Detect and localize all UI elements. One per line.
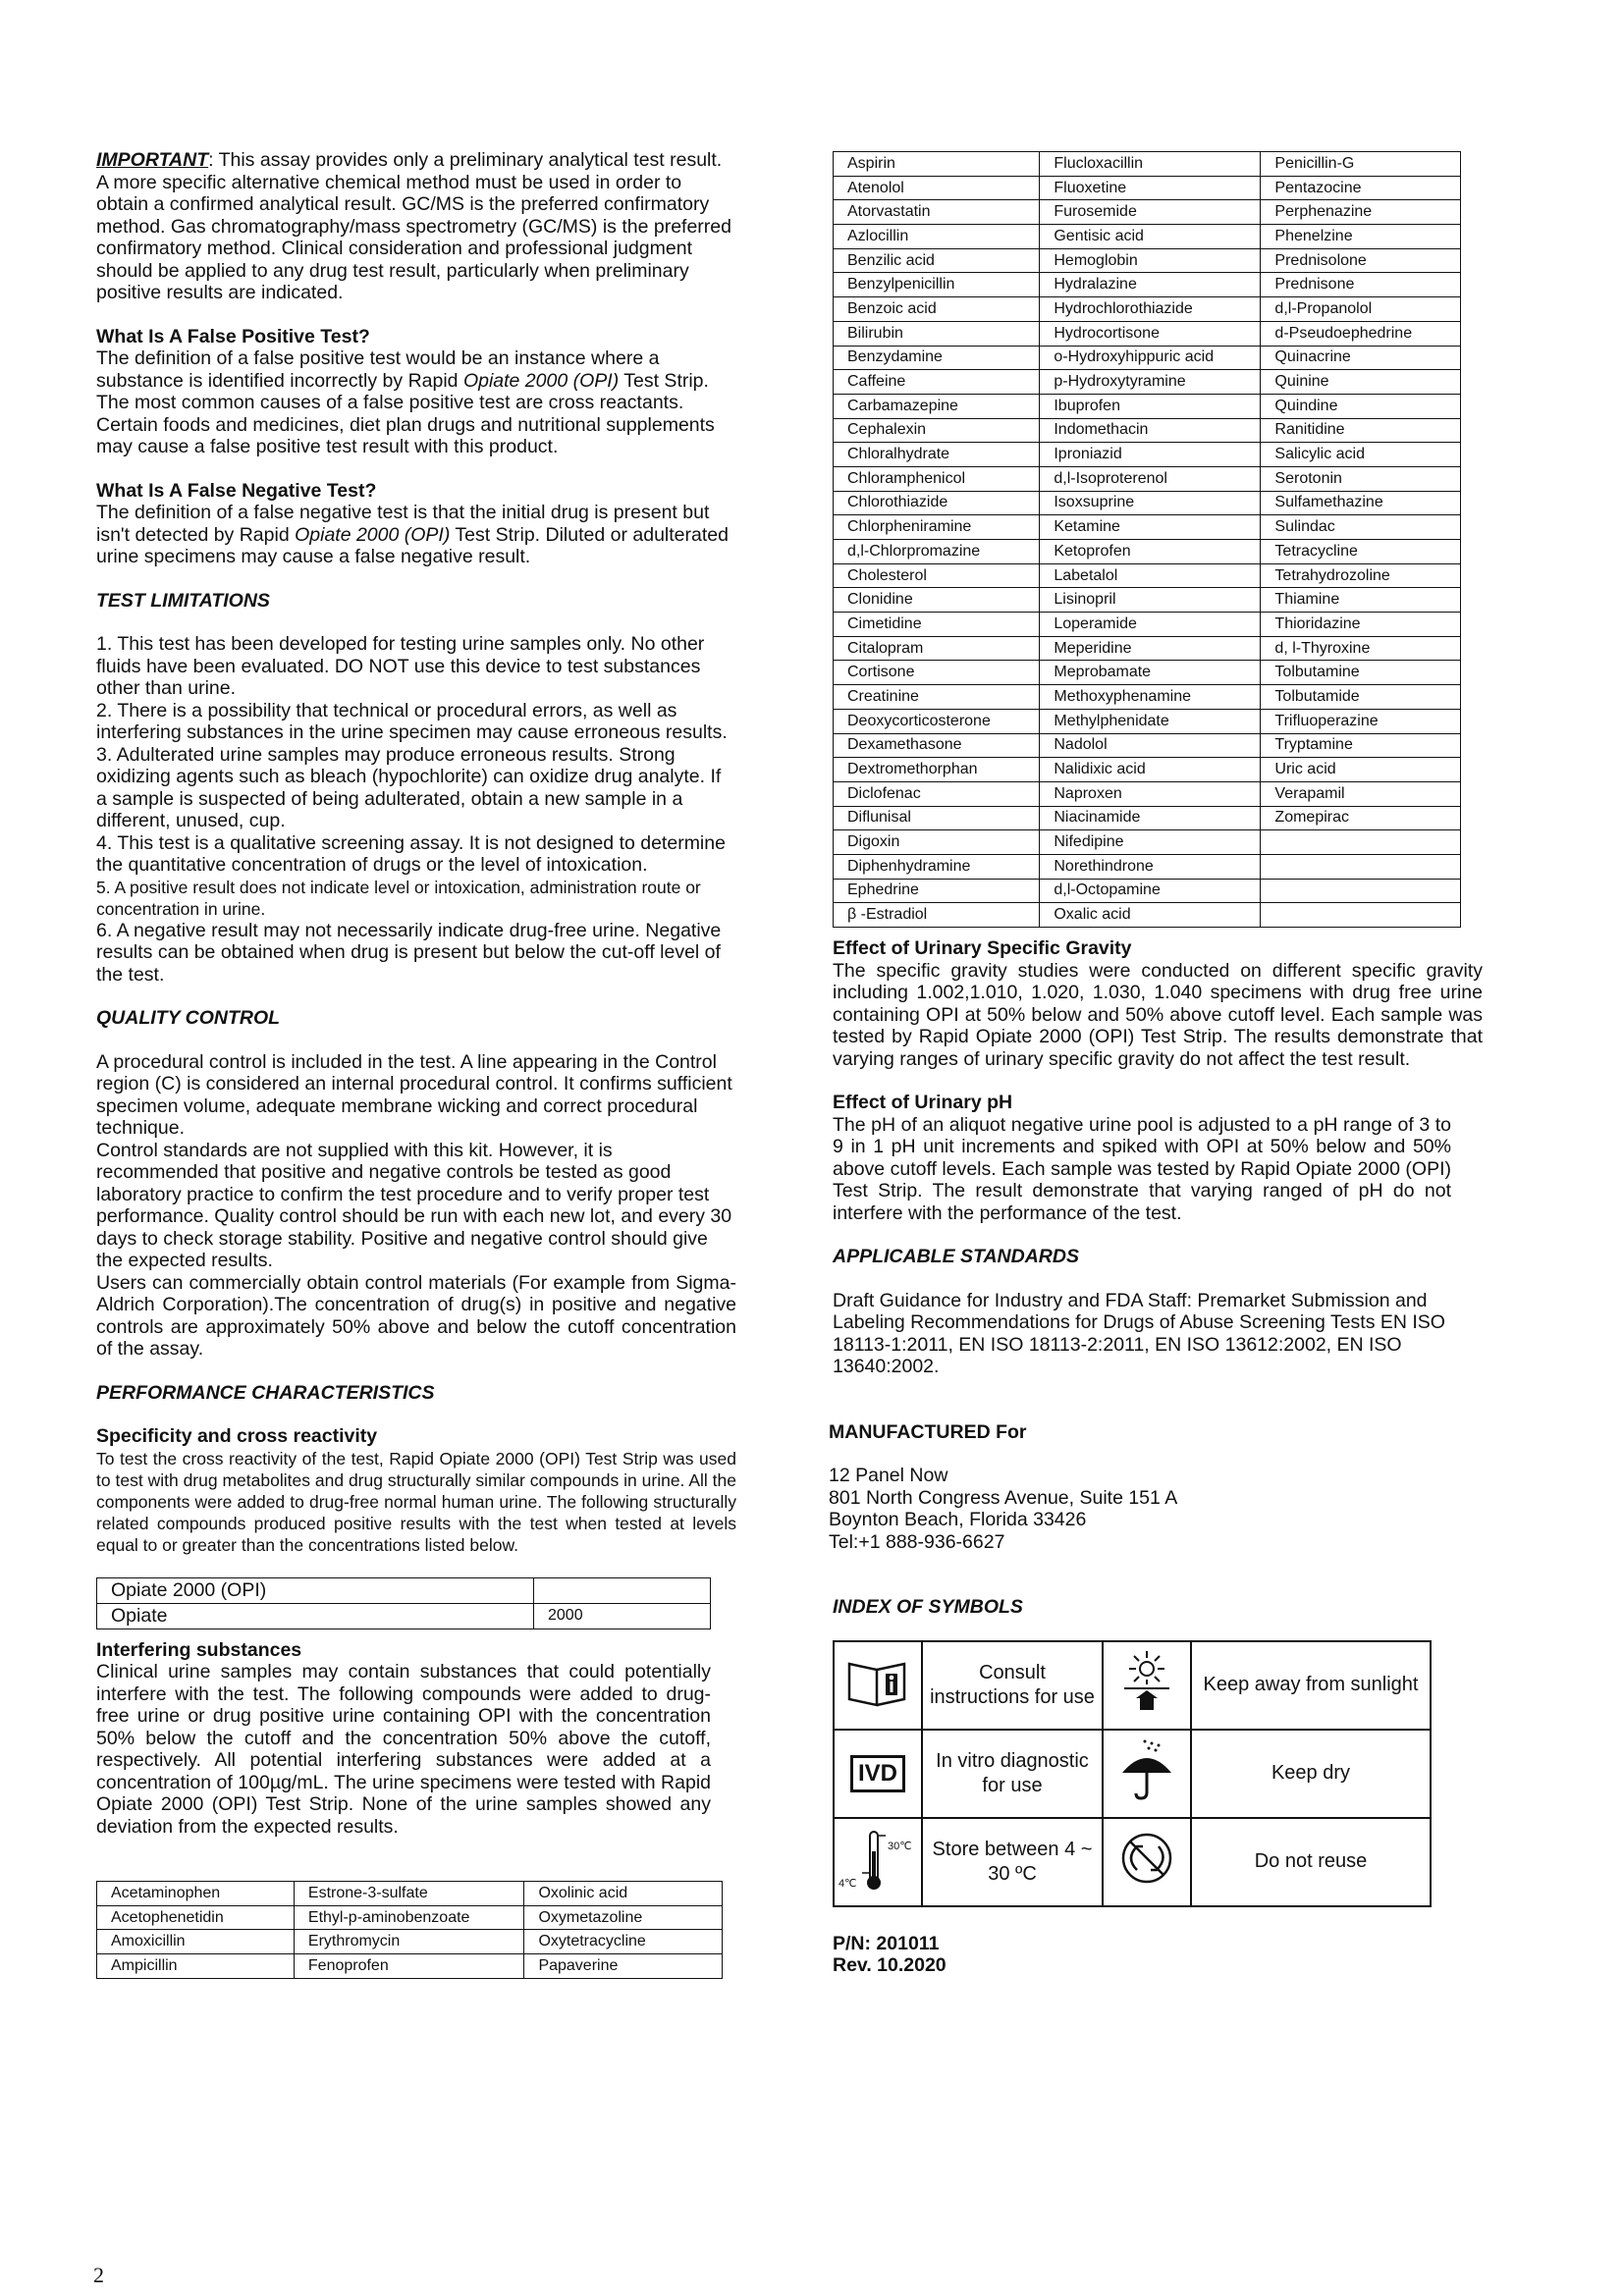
table-row <box>834 176 1461 200</box>
do-not-reuse-text: Do not reuse <box>1191 1818 1431 1906</box>
table-cell: Verapamil <box>1261 781 1461 806</box>
table-cell: Phenelzine <box>1261 225 1461 249</box>
table-cell: d, l-Thyroxine <box>1261 636 1461 661</box>
test-limitations-title: TEST LIMITATIONS <box>96 589 270 612</box>
table-cell: Carbamazepine <box>834 394 1040 418</box>
table-cell: Nifedipine <box>1040 830 1261 855</box>
table-cell: Diclofenac <box>834 781 1040 806</box>
no-reuse-icon <box>1103 1818 1191 1906</box>
table-cell: Iproniazid <box>1040 443 1261 467</box>
limitation-5: 5. A positive result does not indicate level or intoxication, administration route or concentration in urine. <box>96 877 701 919</box>
address-line: Tel:+1 888-936-6627 <box>829 1530 1005 1553</box>
table-cell: Ranitidine <box>1261 418 1461 443</box>
table-cell: Sulindac <box>1261 515 1461 540</box>
table-cell: Opiate <box>97 1603 534 1629</box>
manufacturer-title: MANUFACTURED For <box>829 1420 1027 1443</box>
ivd-label: IVD <box>850 1755 905 1792</box>
table-cell <box>1261 879 1461 903</box>
table-cell: Thioridazine <box>1261 613 1461 637</box>
table-cell: Fenoprofen <box>294 1954 524 1979</box>
interfering-title: Interfering substances <box>96 1638 302 1661</box>
table-cell: Citalopram <box>834 636 1040 661</box>
table-cell: Prednisolone <box>1261 248 1461 273</box>
table-row <box>834 152 1461 177</box>
address-line: 12 Panel Now <box>829 1465 948 1486</box>
table-cell: Caffeine <box>834 370 1040 395</box>
table-cell: Acetophenetidin <box>97 1905 295 1930</box>
table-cell: Loperamide <box>1040 613 1261 637</box>
thermometer-icon <box>834 1818 922 1906</box>
table-row <box>834 346 1461 370</box>
symbols-title: INDEX OF SYMBOLS <box>833 1596 1023 1618</box>
table-cell: Clonidine <box>834 588 1040 613</box>
ivd-icon <box>834 1730 922 1818</box>
table-cell: d,l-Chlorpromazine <box>834 540 1040 564</box>
table-cell: Quinacrine <box>1261 346 1461 370</box>
table-cell: p-Hydroxytyramine <box>1040 370 1261 395</box>
table-cell: Methoxyphenamine <box>1040 685 1261 710</box>
table-row <box>834 273 1461 297</box>
store-between-text: Store between 4 ~ 30 ºC <box>922 1818 1103 1906</box>
table-row <box>834 733 1461 758</box>
table-cell: Salicylic acid <box>1261 443 1461 467</box>
table-cell: Ibuprofen <box>1040 394 1261 418</box>
table-row <box>834 830 1461 855</box>
table-row <box>834 1641 1431 1730</box>
in-vitro-text: In vitro diagnostic for use <box>922 1730 1103 1818</box>
table-cell: Furosemide <box>1040 200 1261 225</box>
table-cell: d-Pseudoephedrine <box>1261 321 1461 346</box>
false-negative-text: The definition of a false negative test is that the initial drug is present but isn't detected by Rapid Opiate 2000 (OPI) Test Strip. Diluted or adulterated urine specimens may cause a false negative result. <box>96 502 729 567</box>
table-cell: Estrone-3-sulfate <box>294 1882 524 1906</box>
table-row <box>834 636 1461 661</box>
table-cell: Atorvastatin <box>834 200 1040 225</box>
table-cell: Cholesterol <box>834 563 1040 588</box>
temp-high-label: 30℃ <box>888 1841 912 1852</box>
table-cell: β -Estradiol <box>834 903 1040 928</box>
table-cell: Ethyl-p-aminobenzoate <box>294 1905 524 1930</box>
table-cell: Trifluoperazine <box>1261 709 1461 733</box>
manufacturer-address <box>829 1465 1483 1553</box>
table-cell: Penicillin-G <box>1261 152 1461 177</box>
table-row <box>834 248 1461 273</box>
limitation-6: 6. A negative result may not necessarily indicate drug-free urine. Negative results can be obtained when drug is present but below the cut-off level of the test. <box>96 919 722 986</box>
opi-cutoff-table <box>96 1577 711 1629</box>
table-cell: Methylphenidate <box>1040 709 1261 733</box>
false-positive-text: The definition of a false positive test would be an instance where a substance is identified incorrectly by Rapid Opiate 2000 (OPI) Test Strip. The most common causes of a false positive test are cross reactants. Certain foods and medicines, diet plan drugs and nutritional supplements may cause a false positive test result with this product. <box>96 347 715 457</box>
table-cell: Chlorpheniramine <box>834 515 1040 540</box>
table-cell: Prednisone <box>1261 273 1461 297</box>
table-cell: Chloralhydrate <box>834 443 1040 467</box>
table-cell: Diflunisal <box>834 806 1040 830</box>
table-cell: Cortisone <box>834 661 1040 685</box>
table-cell: Papaverine <box>524 1954 723 1979</box>
table-cell: Flucloxacillin <box>1040 152 1261 177</box>
table-row <box>834 370 1461 395</box>
table-cell: Oxalic acid <box>1040 903 1261 928</box>
table-cell: 2000 <box>534 1603 711 1629</box>
table-row <box>834 200 1461 225</box>
important-paragraph <box>96 149 736 304</box>
table-cell: Uric acid <box>1261 758 1461 782</box>
table-row <box>834 225 1461 249</box>
table-cell: Aspirin <box>834 152 1040 177</box>
table-row <box>834 685 1461 710</box>
quality-control-p2: Control standards are not supplied with this kit. However, it is recommended that positive and negative controls be tested as good laboratory practice to confirm the test procedure and to verify proper test performance. Quality control should be run with each new lot, and every 30 days to check storage stability. Positive and negative control should give the expected results. <box>96 1139 732 1271</box>
table-cell: Thiamine <box>1261 588 1461 613</box>
table-cell: Tryptamine <box>1261 733 1461 758</box>
table-row <box>97 1577 711 1603</box>
table-row <box>834 321 1461 346</box>
table-cell: Acetaminophen <box>97 1882 295 1906</box>
table-cell: Lisinopril <box>1040 588 1261 613</box>
table-cell: Cimetidine <box>834 613 1040 637</box>
standards-text: Draft Guidance for Industry and FDA Staff: Premarket Submission and Labeling Recommendations for Drugs of Abuse Screening Tests EN ISO 18113-1:2011, EN ISO 18113-2:2011, EN ISO 13612:2002, EN ISO 13640:2002. <box>833 1289 1445 1377</box>
table-cell: Dextromethorphan <box>834 758 1040 782</box>
sun-icon <box>1103 1641 1191 1730</box>
table-cell <box>534 1577 711 1603</box>
table-cell: Digoxin <box>834 830 1040 855</box>
quality-control-p3: Users can commercially obtain control materials (For example from Sigma-Aldrich Corporation).The concentration of drug(s) in positive and negative controls are approximately 50% above and below the cutoff concentration of the assay. <box>96 1271 736 1360</box>
table-cell: Meprobamate <box>1040 661 1261 685</box>
table-row <box>834 297 1461 322</box>
specificity-title: Specificity and cross reactivity <box>96 1425 378 1447</box>
address-line: Boynton Beach, Florida 33426 <box>829 1509 1087 1530</box>
table-cell: Meperidine <box>1040 636 1261 661</box>
table-cell: Ampicillin <box>97 1954 295 1979</box>
table-cell: Perphenazine <box>1261 200 1461 225</box>
table-cell: Nadolol <box>1040 733 1261 758</box>
table-row <box>834 781 1461 806</box>
left-column <box>96 149 736 1979</box>
table-row <box>834 515 1461 540</box>
table-cell: Benzilic acid <box>834 248 1040 273</box>
table-cell <box>1261 903 1461 928</box>
false-negative-title: What Is A False Negative Test? <box>96 479 377 502</box>
table-row <box>834 758 1461 782</box>
table-cell: Benzylpenicillin <box>834 273 1040 297</box>
table-cell: Oxolinic acid <box>524 1882 723 1906</box>
interfering-table-right <box>833 151 1461 928</box>
table-cell: Hydrochlorothiazide <box>1040 297 1261 322</box>
symbols-table <box>833 1640 1432 1907</box>
specificity-text: To test the cross reactivity of the test, Rapid Opiate 2000 (OPI) Test Strip was used to test with drug metabolites and drug structurally similar compounds in urine. All the components were added to drug-free normal human urine. The following structurally related compounds produced positive results with the test when tested at levels equal to or greater than the concentrations listed below. <box>96 1448 736 1555</box>
table-cell: Oxytetracycline <box>524 1930 723 1954</box>
important-label: IMPORTANT <box>96 149 209 171</box>
umbrella-icon <box>1103 1730 1191 1818</box>
table-cell: Tetrahydrozoline <box>1261 563 1461 588</box>
table-row <box>834 588 1461 613</box>
part-number: P/N: 201011 <box>833 1932 940 1954</box>
table-row <box>834 563 1461 588</box>
table-cell: Pentazocine <box>1261 176 1461 200</box>
table-cell: Chloramphenicol <box>834 466 1040 491</box>
limitation-4: 4. This test is a qualitative screening assay. It is not designed to determine the quantitative concentration of drugs or the level of intoxication. <box>96 831 726 876</box>
table-cell: Serotonin <box>1261 466 1461 491</box>
keep-dry-text: Keep dry <box>1191 1730 1431 1818</box>
table-cell: Oxymetazoline <box>524 1905 723 1930</box>
table-cell: Bilirubin <box>834 321 1040 346</box>
table-cell: Gentisic acid <box>1040 225 1261 249</box>
table-cell: Naproxen <box>1040 781 1261 806</box>
limitation-3: 3. Adulterated urine samples may produce erroneous results. Strong oxidizing agents such as bleach (hypochlorite) can oxidize drug analyte. If a sample is suspected of being adulterated, obtain a new sample in a different, unused, cup. <box>96 743 722 831</box>
table-cell: Hydralazine <box>1040 273 1261 297</box>
table-row <box>97 1954 723 1979</box>
table-row <box>834 854 1461 879</box>
table-cell: Norethindrone <box>1040 854 1261 879</box>
table-row <box>834 709 1461 733</box>
table-cell: Tolbutamide <box>1261 685 1461 710</box>
table-row <box>834 879 1461 903</box>
table-row <box>834 443 1461 467</box>
table-cell: Benzoic acid <box>834 297 1040 322</box>
quality-control-p1: A procedural control is included in the test. A line appearing in the Control region (C) is considered an internal procedural control. It confirms sufficient specimen volume, adequate membrane wicking and correct procedural technique. <box>96 1050 732 1139</box>
right-column <box>829 151 1483 1977</box>
performance-title: PERFORMANCE CHARACTERISTICS <box>96 1381 435 1404</box>
table-cell: Cephalexin <box>834 418 1040 443</box>
table-cell: Dexamethasone <box>834 733 1040 758</box>
table-cell: Erythromycin <box>294 1930 524 1954</box>
table-row <box>834 418 1461 443</box>
table-row <box>834 903 1461 928</box>
table-cell: Niacinamide <box>1040 806 1261 830</box>
table-cell: Zomepirac <box>1261 806 1461 830</box>
table-row <box>834 491 1461 515</box>
table-cell: Ephedrine <box>834 879 1040 903</box>
table-cell: Azlocillin <box>834 225 1040 249</box>
table-cell: Amoxicillin <box>97 1930 295 1954</box>
book-info-icon <box>834 1641 922 1730</box>
interfering-table-left <box>96 1881 723 1979</box>
specific-gravity-text: The specific gravity studies were conducted on different specific gravity including 1.002,1.010, 1.020, 1.030, 1.040 specimens with drug free urine containing OPI at 50% below and 50% above cutoff level. Each sample was tested by Rapid Opiate 2000 (OPI) Test Strip. The results demonstrate that varying ranges of urinary specific gravity do not affect the test result. <box>833 959 1483 1070</box>
table-row <box>834 466 1461 491</box>
table-row <box>834 1730 1431 1818</box>
table-cell: d,l-Propanolol <box>1261 297 1461 322</box>
table-cell: Diphenhydramine <box>834 854 1040 879</box>
specific-gravity-title: Effect of Urinary Specific Gravity <box>833 937 1132 959</box>
table-cell <box>1261 830 1461 855</box>
table-row <box>834 661 1461 685</box>
table-cell: Deoxycorticosterone <box>834 709 1040 733</box>
table-row <box>97 1603 711 1629</box>
table-cell: Labetalol <box>1040 563 1261 588</box>
interfering-text: Clinical urine samples may contain substances that could potentially interfere with the test. The following compounds were added to drug-free urine or drug positive urine containing OPI with the concentration 50% below the cutoff and the concentration 50% above the cutoff, respectively. All potential interfering substances were added at a concentration of 100µg/mL. The urine specimens were tested with Rapid Opiate 2000 (OPI) Test Strip. None of the urine samples showed any deviation from the expected results. <box>96 1661 711 1838</box>
limitation-1: 1. This test has been developed for testing urine samples only. No other fluids have been evaluated. DO NOT use this device to test substances other than urine. <box>96 633 705 699</box>
table-cell: Nalidixic acid <box>1040 758 1261 782</box>
table-cell: Fluoxetine <box>1040 176 1261 200</box>
table-cell: Creatinine <box>834 685 1040 710</box>
keep-away-sunlight-text: Keep away from sunlight <box>1191 1641 1431 1730</box>
table-cell: Indomethacin <box>1040 418 1261 443</box>
table-cell: Atenolol <box>834 176 1040 200</box>
table-cell: Ketoprofen <box>1040 540 1261 564</box>
table-cell: d,l-Octopamine <box>1040 879 1261 903</box>
table-cell: Ketamine <box>1040 515 1261 540</box>
table-cell: o-Hydroxyhippuric acid <box>1040 346 1261 370</box>
temp-low-label: 4℃ <box>839 1878 857 1890</box>
table-cell: d,l-Isoproterenol <box>1040 466 1261 491</box>
quality-control-title: QUALITY CONTROL <box>96 1007 281 1029</box>
table-cell: Hemoglobin <box>1040 248 1261 273</box>
important-text: : This assay provides only a preliminary analytical test result. A more specific alternative chemical method must be used in order to obtain a confirmed analytical result. GC/MS is the preferred confirmatory method. Gas chromatography/mass spectrometry (GC/MS) is the preferred confirmatory method. Clinical consideration and professional judgment should be applied to any drug test result, particularly when preliminary positive results are indicated. <box>96 149 731 303</box>
page-number: 2 <box>93 2263 104 2287</box>
address-line: 801 North Congress Avenue, Suite 151 A <box>829 1486 1178 1509</box>
table-row <box>97 1882 723 1906</box>
table-cell: Isoxsuprine <box>1040 491 1261 515</box>
table-cell: Opiate 2000 (OPI) <box>97 1577 534 1603</box>
table-row <box>97 1930 723 1954</box>
false-positive-title: What Is A False Positive Test? <box>96 325 370 347</box>
table-row <box>834 394 1461 418</box>
table-cell: Tolbutamine <box>1261 661 1461 685</box>
table-row <box>97 1905 723 1930</box>
revision: Rev. 10.2020 <box>833 1954 947 1976</box>
table-cell: Tetracycline <box>1261 540 1461 564</box>
table-cell <box>1261 854 1461 879</box>
table-cell: Quindine <box>1261 394 1461 418</box>
table-row <box>834 1818 1431 1906</box>
table-cell: Hydrocortisone <box>1040 321 1261 346</box>
consult-instructions-text: Consult instructions for use <box>922 1641 1103 1730</box>
table-row <box>834 806 1461 830</box>
table-cell: Sulfamethazine <box>1261 491 1461 515</box>
table-row <box>834 613 1461 637</box>
urinary-ph-text: The pH of an aliquot negative urine pool is adjusted to a pH range of 3 to 9 in 1 pH unit increments and spiked with OPI at 50% below and 50% above cutoff levels. Each sample was tested by Rapid Opiate 2000 (OPI) Test Strip. The result demonstrate that varying ranged of pH do not interfere with the performance of the test. <box>833 1113 1451 1224</box>
table-cell: Quinine <box>1261 370 1461 395</box>
table-row <box>834 540 1461 564</box>
urinary-ph-title: Effect of Urinary pH <box>833 1092 1013 1113</box>
table-cell: Benzydamine <box>834 346 1040 370</box>
limitation-2: 2. There is a possibility that technical or procedural errors, as well as interfering substances in the urine specimen may cause erroneous results. <box>96 699 728 743</box>
standards-title: APPLICABLE STANDARDS <box>833 1246 1079 1267</box>
table-cell: Chlorothiazide <box>834 491 1040 515</box>
